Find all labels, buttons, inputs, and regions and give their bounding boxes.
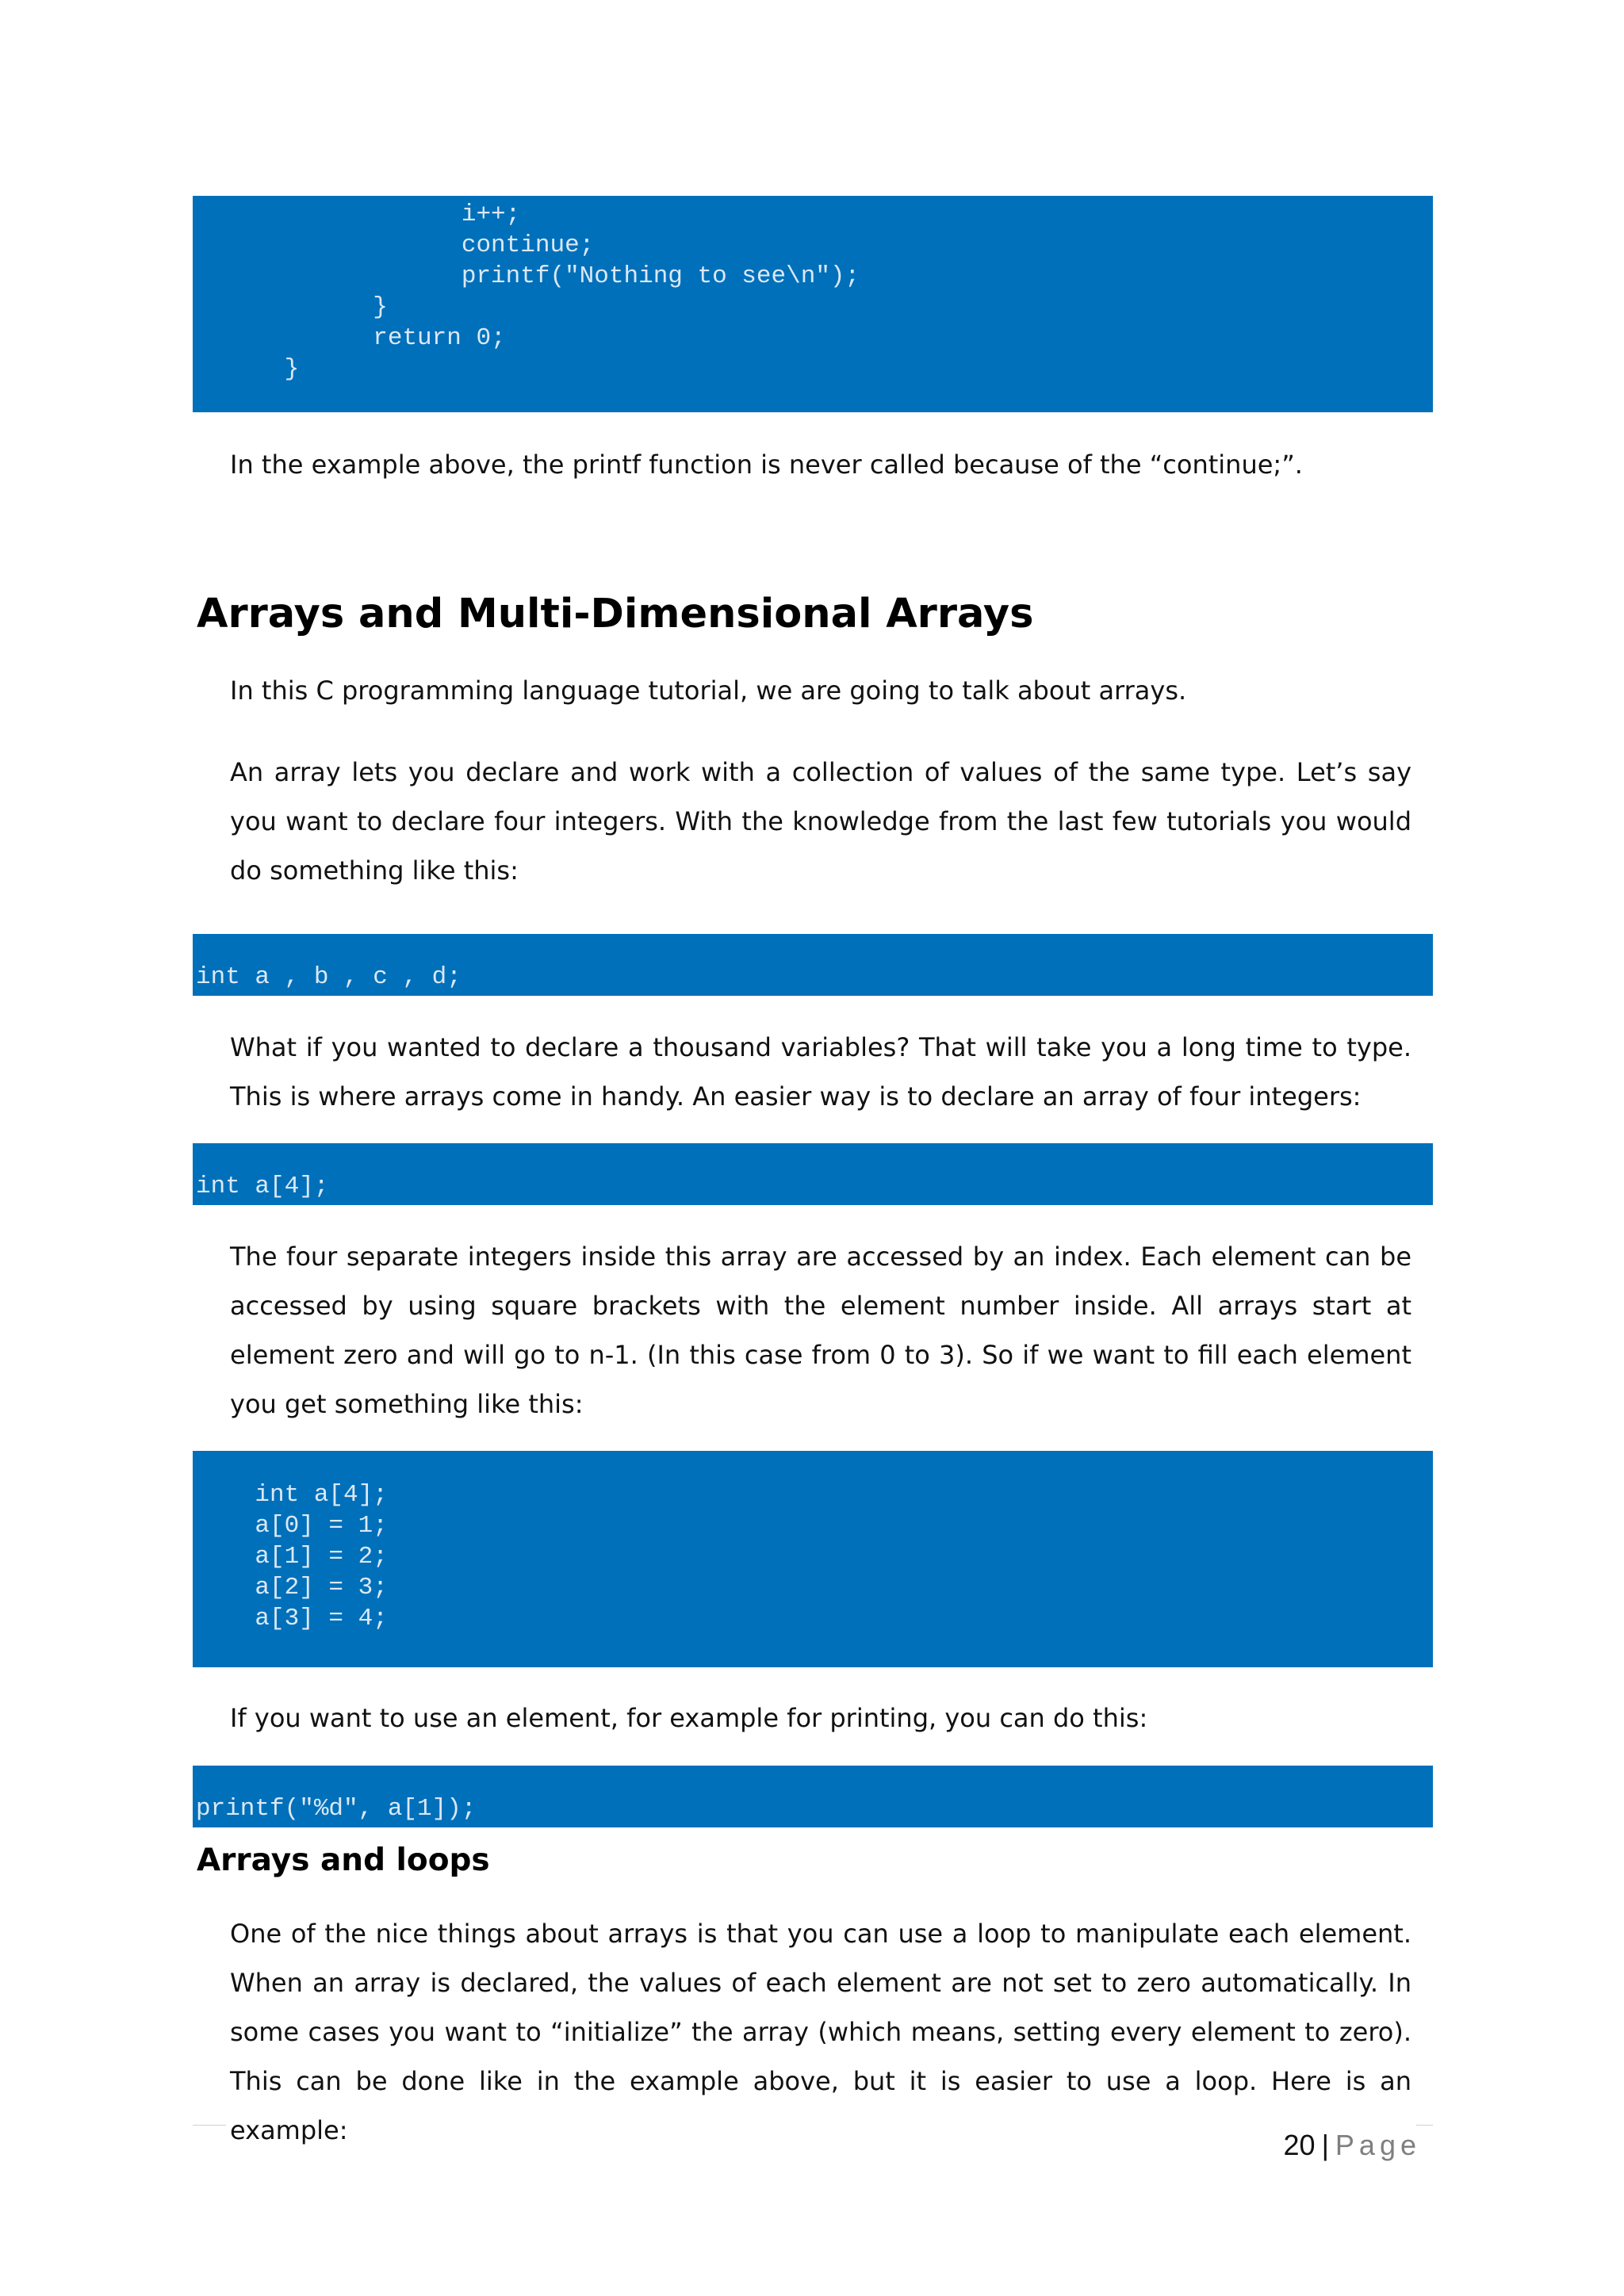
- code-line: a[0] = 1;: [196, 1512, 388, 1540]
- heading-arrays-and-loops: Arrays and loops: [197, 1843, 490, 1878]
- code-block-continue: [193, 196, 1433, 412]
- heading-arrays: Arrays and Multi-Dimensional Arrays: [197, 591, 1034, 637]
- code-line: int a , b , c , d;: [196, 963, 462, 991]
- code-line: a[1] = 2;: [196, 1543, 388, 1571]
- code-line: printf("Nothing to see\n");: [196, 262, 860, 290]
- footer-rule-left: [193, 2125, 226, 2126]
- paragraph-arrays-intro: In this C programming language tutorial, we are going to talk about arrays.: [230, 675, 1187, 706]
- page-label: Page: [1335, 2129, 1421, 2161]
- footer-rule-right: [1416, 2125, 1433, 2126]
- page-number: 20: [1283, 2129, 1316, 2161]
- code-line: int a[4];: [196, 1173, 329, 1200]
- code-block-printf: [193, 1766, 1433, 1827]
- code-line: a[3] = 4;: [196, 1605, 388, 1632]
- code-line: i++;: [196, 201, 521, 228]
- code-line: int a[4];: [196, 1481, 388, 1509]
- paragraph-thousand-variables: What if you wanted to declare a thousand variables? That will take you a long time to type. This is where arrays come in handy. An easier way is to declare an array of four integers:: [230, 1032, 1411, 1112]
- page-footer: [1284, 2129, 1421, 2162]
- code-line: }: [196, 355, 300, 383]
- paragraph-array-definition: An array lets you declare and work with a collection of values of the same type. Let’s say you want to declare four integers. With the knowledge from the last few tutorials you would do something like this:: [230, 757, 1411, 886]
- code-line: a[2] = 3;: [196, 1574, 388, 1601]
- paragraph-continue-explanation: In the example above, the printf function is never called because of the “continue;”.: [230, 450, 1303, 480]
- code-block-array-fill: [193, 1451, 1433, 1667]
- code-line: return 0;: [196, 324, 506, 352]
- code-block-array-declare: [193, 1143, 1433, 1205]
- paragraph-arrays-loops: One of the nice things about arrays is that you can use a loop to manipulate each element. When an array is declared, the values of each element are not set to zero automatically. In some cases you want to “initialize” the array (which means, setting every element to zero). This can be done like in the example above, but it is easier to use a loop. Here is an example:: [230, 1919, 1411, 2145]
- footer-separator: |: [1321, 2129, 1329, 2161]
- code-line: continue;: [196, 232, 595, 259]
- paragraph-use-element: If you want to use an element, for example for printing, you can do this:: [230, 1703, 1148, 1733]
- code-line: }: [196, 293, 388, 321]
- paragraph-array-index: The four separate integers inside this array are accessed by an index. Each element can be accessed by using square brackets with the element number inside. All arrays start at element zero and will go to n-1. (In this case from 0 to 3). So if we want to fill each element you get something like this:: [230, 1242, 1411, 1419]
- code-line: printf("%d", a[1]);: [196, 1795, 477, 1823]
- code-block-four-ints: [193, 934, 1433, 996]
